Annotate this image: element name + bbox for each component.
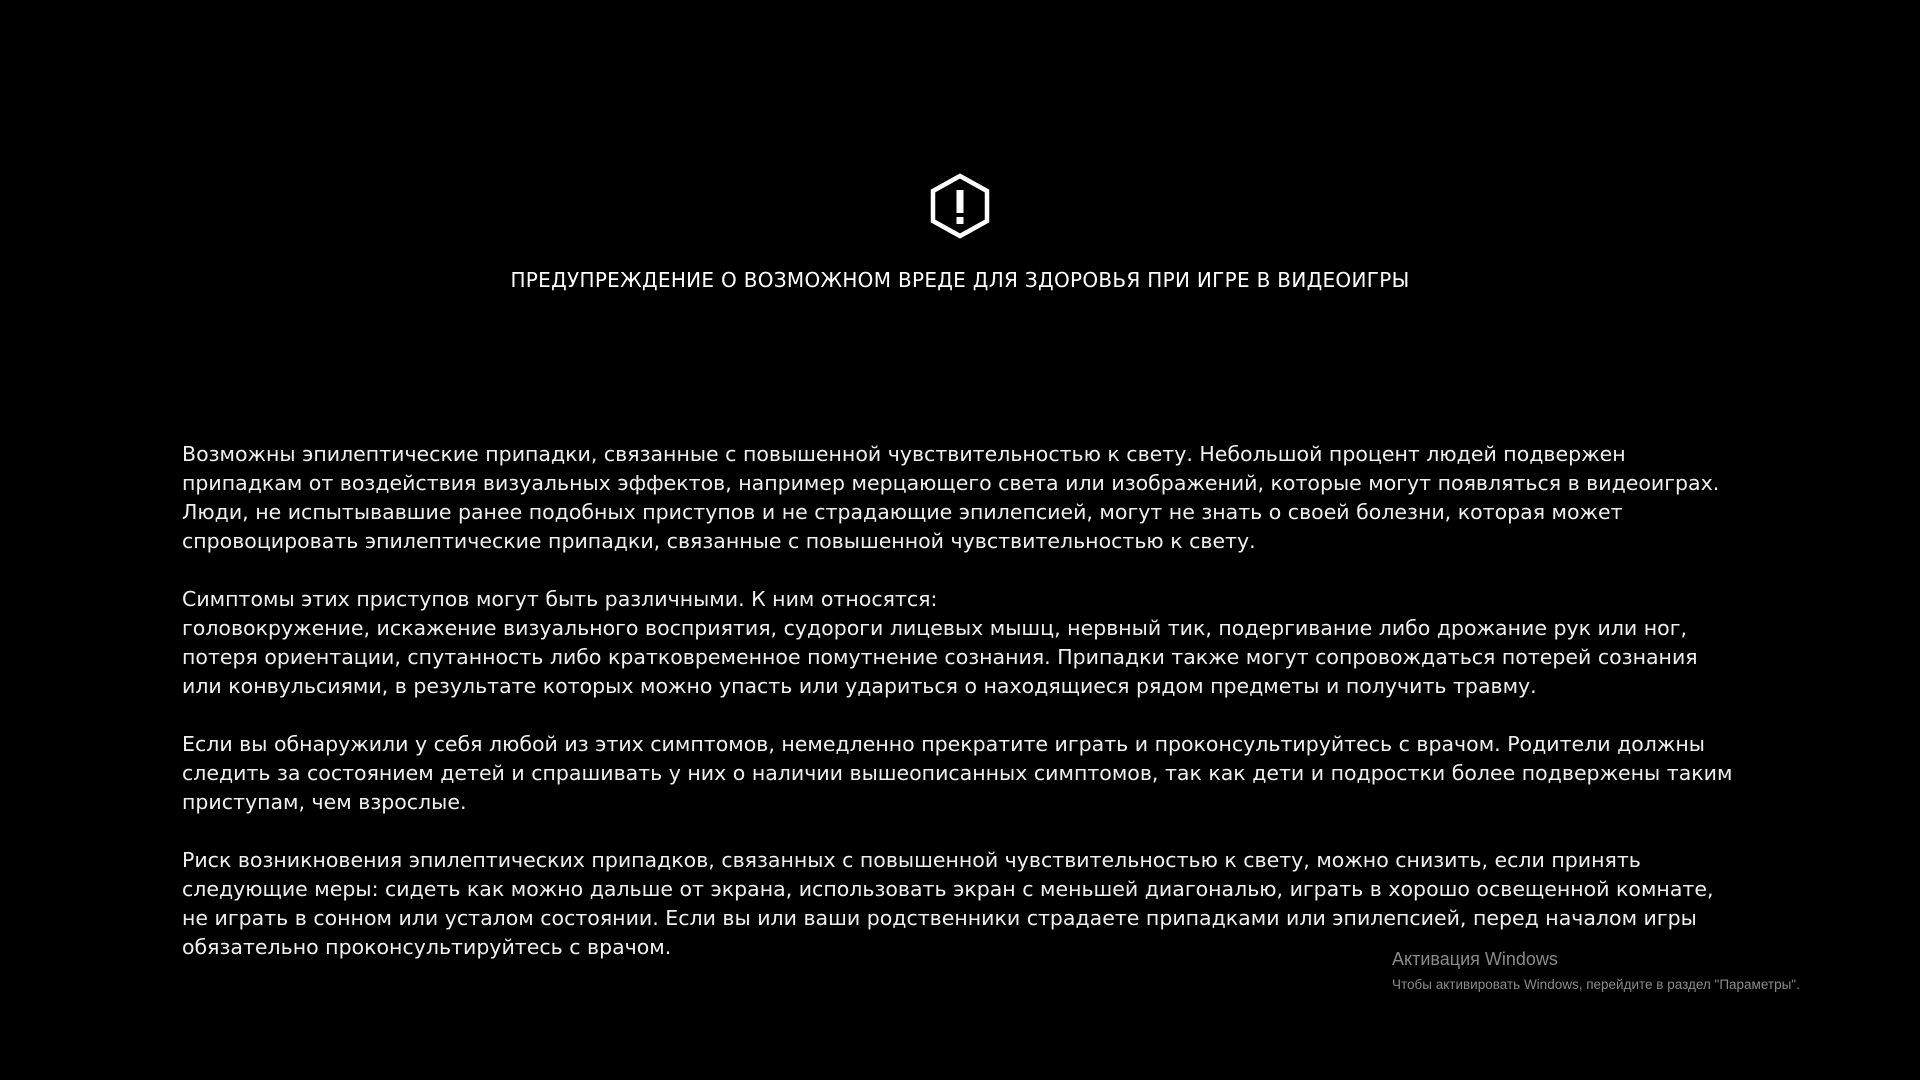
paragraph-advice [182, 730, 1742, 817]
paragraph-line: следить за состоянием детей и спрашивать у них о наличии вышеописанных симптомов, так как дети и подростки более подвержены таким [182, 761, 1733, 785]
paragraph-intro [182, 440, 1742, 556]
paragraph-line: Люди, не испытывавшие ранее подобных приступов и не страдающие эпилепсией, могут не знать о своей болезни, которая может [182, 500, 1623, 524]
activation-title: Активация Windows [1392, 949, 1558, 969]
paragraph-line: следующие меры: сидеть как можно дальше от экрана, использовать экран с меньшей диагональю, играть в хорошо освещенной комнате, [182, 877, 1714, 901]
paragraph-symptoms [182, 585, 1742, 701]
paragraph-line: головокружение, искажение визуального восприятия, судороги лицевых мышц, нервный тик, подергивание либо дрожание рук или ног, [182, 616, 1688, 640]
warning-body [182, 440, 1742, 991]
paragraph-line: обязательно проконсультируйтесь с врачом. [182, 935, 672, 959]
paragraph-line: припадкам от воздействия визуальных эффектов, например мерцающего света или изображений, которые могут появляться в видеоиграх. [182, 471, 1720, 495]
paragraph-line: Риск возникновения эпилептических припадков, связанных с повышенной чувствительностью к свету, можно снизить, если принять [182, 848, 1641, 872]
warning-hexagon-icon [929, 173, 991, 239]
paragraph-line: Если вы обнаружили у себя любой из этих симптомов, немедленно прекратите играть и проконсультируйтесь с врачом. Родители должны [182, 732, 1705, 756]
warning-title: ПРЕДУПРЕЖДЕНИЕ О ВОЗМОЖНОМ ВРЕДЕ ДЛЯ ЗДОРОВЬЯ ПРИ ИГРЕ В ВИДЕОИГРЫ [510, 268, 1410, 292]
paragraph-line: приступам, чем взрослые. [182, 790, 467, 814]
paragraph-precautions [182, 846, 1742, 962]
paragraph-line: не играть в сонном или усталом состоянии. Если вы или ваши родственники страдаете припадками или эпилепсией, перед началом игры [182, 906, 1697, 930]
paragraph-line: Возможны эпилептические припадки, связанные с повышенной чувствительностью к свету. Небольшой процент людей подвержен [182, 442, 1626, 466]
windows-activation-watermark [1392, 947, 1800, 995]
activation-subtitle: Чтобы активировать Windows, перейдите в раздел "Параметры". [1392, 977, 1800, 992]
paragraph-line: спровоцировать эпилептические припадки, связанные с повышенной чувствительностью к свету. [182, 529, 1256, 553]
paragraph-line: Симптомы этих приступов могут быть различными. К ним относятся: [182, 587, 938, 611]
paragraph-line: потеря ориентации, спутанность либо кратковременное помутнение сознания. Припадки также могут сопровождаться потерей сознания [182, 645, 1698, 669]
paragraph-line: или конвульсиями, в результате которых можно упасть или удариться о находящиеся рядом предметы и получить травму. [182, 674, 1537, 698]
